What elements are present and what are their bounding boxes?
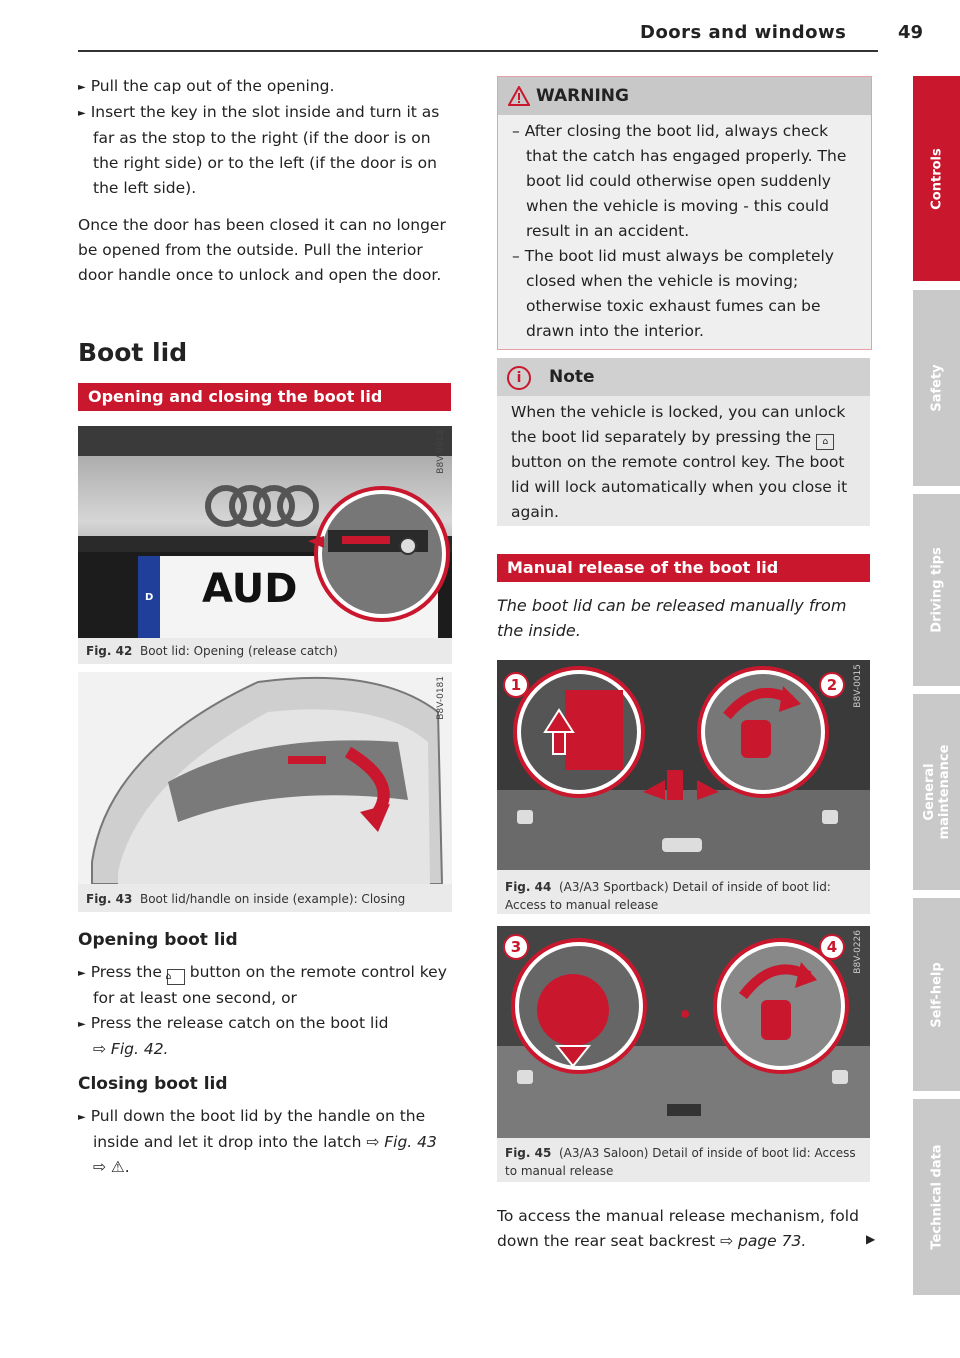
list-item: ► Insert the key in the slot inside and turn it as far as the stop to the right (if the door is on the right side) or to the left (if the door is on the left side). — [78, 103, 440, 197]
header-rule — [78, 50, 878, 52]
left-intro — [78, 74, 456, 288]
figure-44 — [497, 660, 870, 914]
figure-caption: Fig. 45 (A3/A3 Saloon) Detail of inside of boot lid: Access to manual release — [505, 1146, 856, 1178]
sidebar-tab-controls[interactable]: Controls — [913, 76, 960, 281]
warning-body — [498, 115, 871, 349]
figure-reference[interactable]: ⇨ Fig. 42. — [93, 1040, 169, 1058]
callout-3: 3 — [503, 934, 529, 960]
sidebar-tab-technical-data[interactable]: Technical data — [913, 1099, 960, 1295]
figure-caption: Fig. 42 Boot lid: Opening (release catch) — [86, 644, 338, 658]
info-icon: i — [507, 366, 531, 390]
subsection-bar: Opening and closing the boot lid — [78, 383, 451, 411]
plate-text: AUD — [202, 566, 298, 612]
callout-2: 2 — [819, 672, 845, 698]
page-reference[interactable]: ⇨ page 73. — [720, 1232, 807, 1250]
warning-reference[interactable]: ⇨ ⚠. — [93, 1158, 130, 1176]
warning-title: WARNING — [536, 86, 629, 106]
figure-reference[interactable]: ⇨ Fig. 43 — [366, 1133, 437, 1151]
list-item: ► Pull the cap out of the opening. — [78, 77, 335, 95]
figure-45 — [497, 926, 870, 1182]
bullet-icon: ► — [78, 1112, 86, 1123]
sidebar-tab-driving-tips[interactable]: Driving tips — [913, 494, 960, 686]
figure-caption: Fig. 44 (A3/A3 Sportback) Detail of inside of boot lid: Access to manual release — [505, 880, 831, 912]
bullet-icon: ► — [78, 82, 86, 93]
figure-code: B8V-0014 — [436, 430, 446, 474]
boot-closing-illustration — [78, 672, 452, 884]
bullet-icon: ► — [78, 1019, 86, 1030]
opening-heading: Opening boot lid — [78, 930, 238, 950]
manual-release-illustration-sportback — [497, 660, 870, 870]
note-body — [497, 396, 870, 526]
note-text: When the vehicle is locked, you can unlock the boot lid separately by pressing the ⌂ button on the remote control key. The boot lid will lock automatically when you close it again. — [511, 403, 848, 521]
bullet-icon: ► — [78, 968, 86, 979]
page-number: 49 — [898, 22, 924, 43]
figure-code: B8V-0015 — [853, 664, 863, 708]
figure-caption: Fig. 43 Boot lid/handle on inside (example): Closing — [86, 892, 406, 906]
closing-heading: Closing boot lid — [78, 1074, 228, 1094]
plate-country: D — [145, 592, 154, 603]
section-title: Doors and windows — [640, 22, 847, 43]
intro-text: The boot lid can be released manually from the inside. — [497, 596, 847, 640]
section-heading: Boot lid — [78, 338, 188, 367]
figure-43 — [78, 672, 452, 912]
sidebar-tab-self-help[interactable]: Self-help — [913, 898, 960, 1091]
bullet-icon: ► — [78, 108, 86, 119]
warning-box — [497, 76, 872, 350]
boot-key-icon: ⌂ — [167, 969, 185, 985]
closing-paragraph: To access the manual release mechanism, fold down the rear seat backrest ⇨ page 73. — [497, 1207, 859, 1250]
warning-header — [498, 77, 871, 115]
figure-code: B8V-0181 — [436, 676, 446, 720]
manual-release-illustration-saloon — [497, 926, 870, 1138]
list-item: ► Press the ⌂ button on the remote control key for at least one second, or — [78, 963, 447, 1007]
boot-key-icon: ⌂ — [816, 434, 834, 450]
note-box — [497, 358, 870, 526]
note-header — [497, 358, 870, 396]
paragraph: Once the door has been closed it can no longer be opened from the outside. Pull the interior door handle once to unlock and open the door. — [78, 216, 446, 284]
callout-4: 4 — [819, 934, 845, 960]
list-item: ► Pull down the boot lid by the handle on the inside and let it drop into the latch ⇨ Fig. 43 ⇨ ⚠. — [78, 1107, 437, 1176]
figure-code: B8V-0226 — [853, 930, 863, 974]
callout-1: 1 — [503, 672, 529, 698]
continue-arrow-icon: ▶ — [866, 1232, 876, 1246]
subsection-bar: Manual release of the boot lid — [497, 554, 870, 582]
sidebar-tab-general-maintenance[interactable]: General maintenance — [913, 694, 960, 890]
opening-closing-section — [78, 930, 456, 1180]
sidebar-tab-safety[interactable]: Safety — [913, 290, 960, 486]
list-item: – After closing the boot lid, always check that the catch has engaged properly. The boot lid could otherwise open suddenly when the vehicle is moving - this could result in an accident. — [512, 122, 847, 240]
warning-icon — [508, 86, 530, 106]
list-item: ► Press the release catch on the boot lid ⇨ Fig. 42. — [78, 1014, 389, 1058]
list-item: – The boot lid must always be completely closed when the vehicle is moving; otherwise toxic exhaust fumes can be drawn into the interior. — [512, 247, 834, 340]
note-title: Note — [549, 367, 595, 387]
figure-42 — [78, 426, 452, 664]
